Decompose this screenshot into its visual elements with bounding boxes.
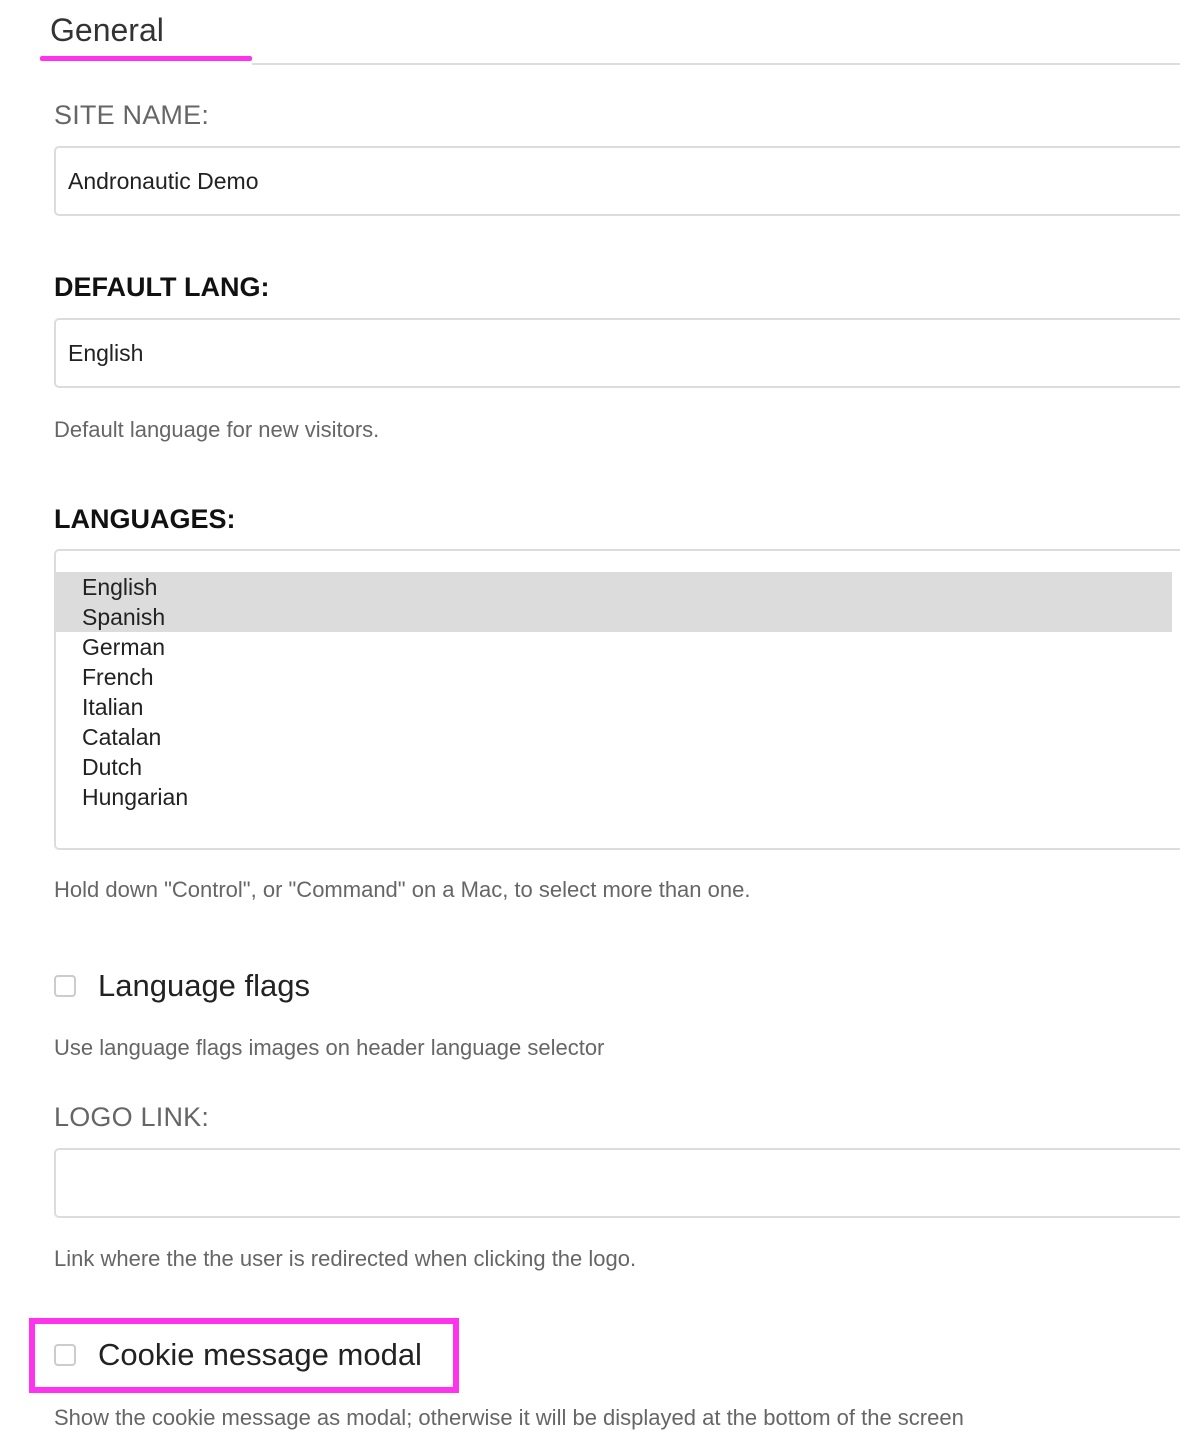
- language-flags-checkbox[interactable]: [54, 975, 76, 997]
- site-name-label: SITE NAME:: [54, 100, 210, 130]
- active-tab-indicator: [40, 56, 252, 61]
- language-option[interactable]: Hungarian: [82, 784, 189, 810]
- language-option[interactable]: German: [82, 634, 166, 660]
- languages-label: LANGUAGES:: [54, 504, 236, 534]
- logo-link-help: Link where the the user is redirected when clicking the logo.: [54, 1246, 637, 1271]
- language-option[interactable]: English: [56, 572, 1172, 602]
- logo-link-label: LOGO LINK:: [54, 1102, 210, 1132]
- cookie-modal-help: Show the cookie message as modal; otherwise it will be displayed at the bottom of the screen: [54, 1405, 964, 1430]
- logo-link-input[interactable]: [54, 1148, 1180, 1218]
- languages-multiselect[interactable]: [54, 549, 1180, 850]
- language-option[interactable]: Catalan: [82, 724, 162, 750]
- languages-help: Hold down "Control", or "Command" on a Mac, to select more than one.: [54, 877, 751, 902]
- default-lang-help: Default language for new visitors.: [54, 417, 380, 442]
- language-flags-help: Use language flags images on header language selector: [54, 1035, 605, 1060]
- language-flags-row: [54, 966, 310, 1006]
- language-option[interactable]: Italian: [82, 694, 144, 720]
- tab-general[interactable]: General: [50, 12, 164, 48]
- site-name-input[interactable]: Andronautic Demo: [54, 146, 1180, 216]
- language-option[interactable]: Spanish: [56, 602, 1172, 632]
- language-option[interactable]: French: [82, 664, 154, 690]
- tab-divider: [252, 63, 1180, 65]
- cookie-modal-checkbox[interactable]: [54, 1344, 76, 1366]
- cookie-modal-label[interactable]: Cookie message modal: [98, 1337, 422, 1372]
- default-lang-select[interactable]: English: [54, 318, 1180, 388]
- language-flags-label[interactable]: Language flags: [98, 968, 311, 1003]
- cookie-modal-row: [54, 1335, 422, 1375]
- default-lang-label: DEFAULT LANG:: [54, 272, 270, 302]
- language-option[interactable]: Dutch: [82, 754, 143, 780]
